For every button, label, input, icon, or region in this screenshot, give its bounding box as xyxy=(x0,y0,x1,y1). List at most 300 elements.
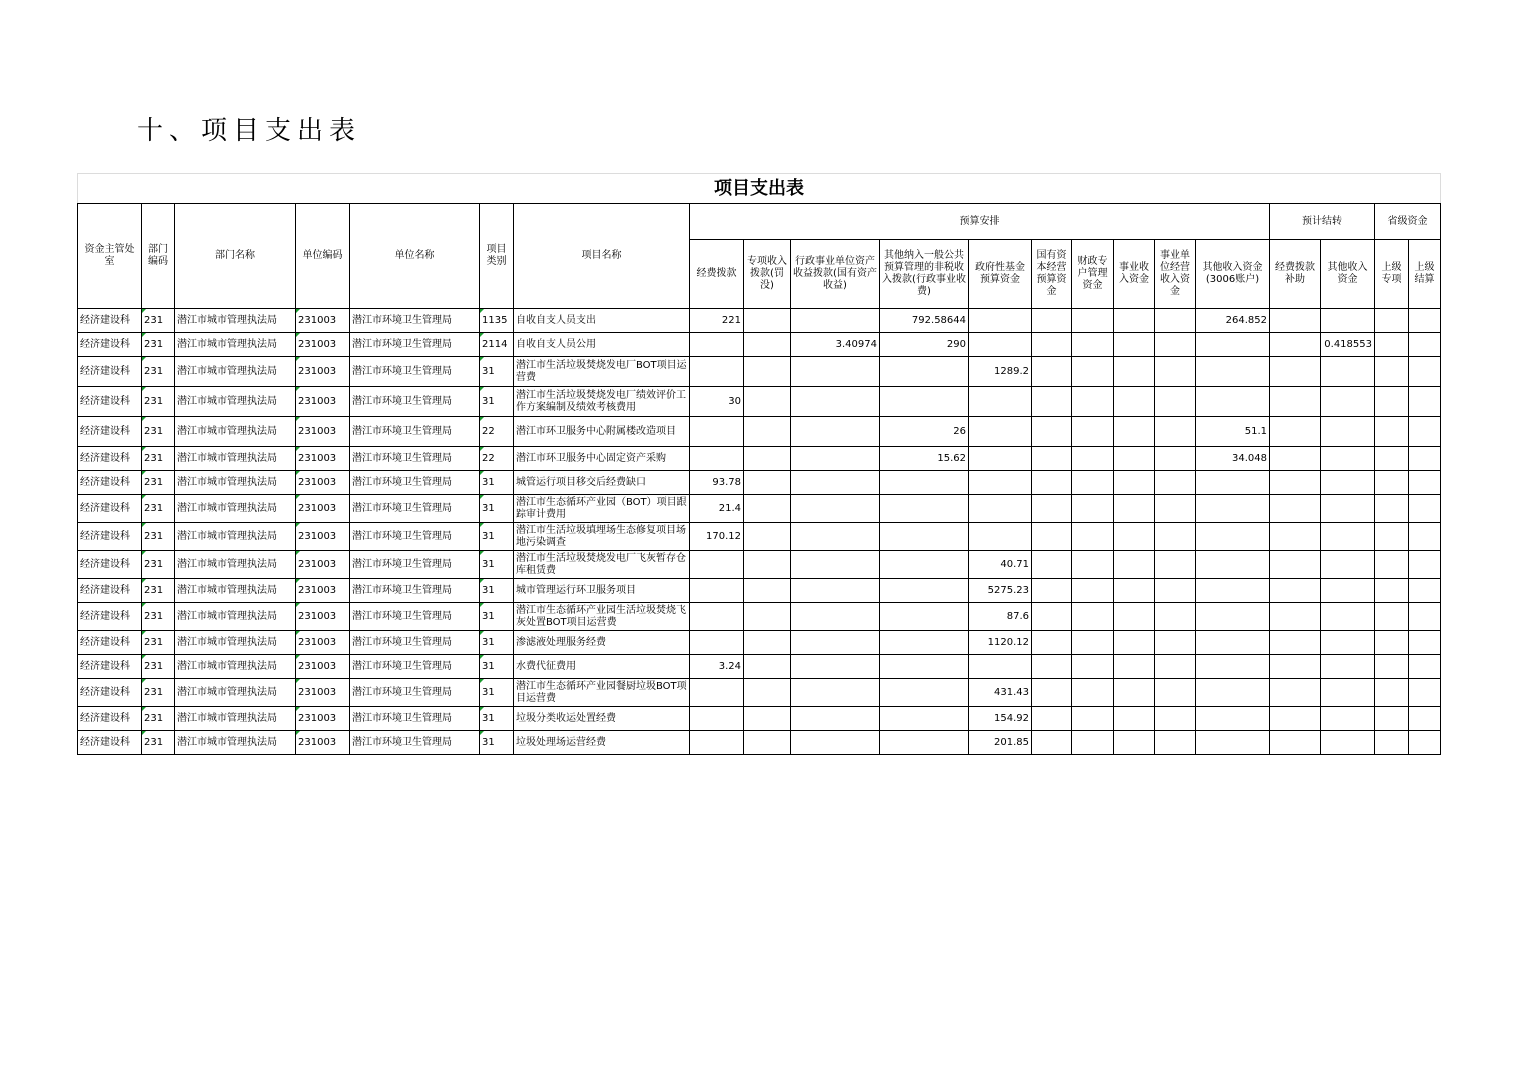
amount-cell xyxy=(1321,309,1375,333)
amount-cell xyxy=(1270,471,1321,495)
amount-cell xyxy=(744,551,791,579)
unit-name-cell: 潜江市环境卫生管理局 xyxy=(350,679,480,707)
table-row xyxy=(78,387,1441,417)
budget-col-header: 专项收入拨款(罚没) xyxy=(744,240,791,309)
amount-cell xyxy=(791,471,880,495)
table-row xyxy=(78,731,1441,755)
amount-cell xyxy=(880,655,969,679)
dept-code-cell: 231 xyxy=(142,523,175,551)
amount-cell xyxy=(791,579,880,603)
office-cell: 经济建设科 xyxy=(78,417,142,447)
amount-cell: 1120.12 xyxy=(969,631,1032,655)
amount-cell xyxy=(1375,551,1409,579)
amount-cell xyxy=(1375,387,1409,417)
amount-cell xyxy=(880,523,969,551)
office-cell: 经济建设科 xyxy=(78,523,142,551)
amount-cell xyxy=(1375,603,1409,631)
office-cell: 经济建设科 xyxy=(78,707,142,731)
budget-col-header: 政府性基金预算资金 xyxy=(969,240,1032,309)
amount-cell xyxy=(1114,631,1155,655)
amount-cell xyxy=(1196,387,1270,417)
amount-cell xyxy=(1196,655,1270,679)
amount-cell xyxy=(744,579,791,603)
unit-name-cell: 潜江市环境卫生管理局 xyxy=(350,309,480,333)
dept-code-cell: 231 xyxy=(142,309,175,333)
amount-cell xyxy=(1375,357,1409,387)
amount-cell: 1289.2 xyxy=(969,357,1032,387)
amount-cell xyxy=(1032,603,1072,631)
amount-cell xyxy=(690,603,744,631)
forecast-col-header: 其他收入资金 xyxy=(1321,240,1375,309)
amount-cell xyxy=(1072,655,1114,679)
amount-cell xyxy=(1155,309,1196,333)
unit-code-cell: 231003 xyxy=(296,603,350,631)
amount-cell xyxy=(1155,523,1196,551)
amount-cell xyxy=(1375,579,1409,603)
unit-code-cell: 231003 xyxy=(296,309,350,333)
project-name-cell: 潜江市生活垃圾填埋场生态修复项目场地污染调查 xyxy=(514,523,690,551)
unit-code-cell: 231003 xyxy=(296,631,350,655)
amount-cell xyxy=(1375,447,1409,471)
table-title: 项目支出表 xyxy=(77,173,1441,203)
amount-cell xyxy=(1072,731,1114,755)
dept-code-cell: 231 xyxy=(142,579,175,603)
amount-cell xyxy=(1270,551,1321,579)
dept-name-cell: 潜江市城市管理执法局 xyxy=(175,387,296,417)
amount-cell xyxy=(1409,387,1441,417)
unit-code-cell: 231003 xyxy=(296,357,350,387)
dept-name-cell: 潜江市城市管理执法局 xyxy=(175,655,296,679)
dept-name-cell: 潜江市城市管理执法局 xyxy=(175,603,296,631)
amount-cell: 21.4 xyxy=(690,495,744,523)
amount-cell xyxy=(1072,357,1114,387)
amount-cell xyxy=(744,707,791,731)
unit-code-cell: 231003 xyxy=(296,387,350,417)
amount-cell xyxy=(791,655,880,679)
amount-cell xyxy=(1155,333,1196,357)
project-expenditure-table xyxy=(77,173,1441,755)
amount-cell xyxy=(1032,333,1072,357)
office-cell: 经济建设科 xyxy=(78,471,142,495)
amount-cell xyxy=(1270,417,1321,447)
amount-cell xyxy=(1375,655,1409,679)
amount-cell: 26 xyxy=(880,417,969,447)
amount-cell xyxy=(690,579,744,603)
project-type-cell: 31 xyxy=(480,523,514,551)
amount-cell xyxy=(1270,655,1321,679)
amount-cell xyxy=(744,471,791,495)
office-cell: 经济建设科 xyxy=(78,603,142,631)
amount-cell: 170.12 xyxy=(690,523,744,551)
header-project-type: 项目类别 xyxy=(480,204,514,309)
dept-code-cell: 231 xyxy=(142,655,175,679)
amount-cell xyxy=(1375,309,1409,333)
amount-cell xyxy=(744,731,791,755)
amount-cell xyxy=(1196,523,1270,551)
amount-cell xyxy=(791,551,880,579)
project-type-cell: 31 xyxy=(480,471,514,495)
amount-cell xyxy=(791,417,880,447)
amount-cell xyxy=(1270,731,1321,755)
forecast-col-header: 经费拨款补助 xyxy=(1270,240,1321,309)
unit-name-cell: 潜江市环境卫生管理局 xyxy=(350,523,480,551)
amount-cell xyxy=(791,603,880,631)
amount-cell xyxy=(744,357,791,387)
amount-cell xyxy=(744,447,791,471)
unit-code-cell: 231003 xyxy=(296,333,350,357)
amount-cell xyxy=(880,579,969,603)
project-name-cell: 自收自支人员支出 xyxy=(514,309,690,333)
amount-cell: 93.78 xyxy=(690,471,744,495)
amount-cell xyxy=(1072,387,1114,417)
amount-cell xyxy=(969,333,1032,357)
header-group-forecast: 预计结转 xyxy=(1270,204,1375,240)
amount-cell xyxy=(1196,679,1270,707)
amount-cell xyxy=(1032,523,1072,551)
dept-code-cell: 231 xyxy=(142,357,175,387)
header-dept-code: 部门编码 xyxy=(142,204,175,309)
amount-cell xyxy=(791,309,880,333)
amount-cell: 792.58644 xyxy=(880,309,969,333)
amount-cell xyxy=(1072,447,1114,471)
amount-cell xyxy=(1409,447,1441,471)
amount-cell xyxy=(1321,471,1375,495)
amount-cell xyxy=(1270,603,1321,631)
office-cell: 经济建设科 xyxy=(78,551,142,579)
amount-cell xyxy=(1321,655,1375,679)
amount-cell xyxy=(1155,631,1196,655)
unit-code-cell: 231003 xyxy=(296,471,350,495)
amount-cell xyxy=(1196,357,1270,387)
table-row xyxy=(78,603,1441,631)
project-type-cell: 22 xyxy=(480,417,514,447)
unit-code-cell: 231003 xyxy=(296,495,350,523)
amount-cell xyxy=(1114,387,1155,417)
amount-cell xyxy=(1032,655,1072,679)
amount-cell xyxy=(969,447,1032,471)
amount-cell xyxy=(1321,551,1375,579)
amount-cell xyxy=(880,551,969,579)
amount-cell xyxy=(1072,631,1114,655)
amount-cell xyxy=(1032,707,1072,731)
office-cell: 经济建设科 xyxy=(78,333,142,357)
project-name-cell: 潜江市生活垃圾焚烧发电厂BOT项目运营费 xyxy=(514,357,690,387)
dept-code-cell: 231 xyxy=(142,679,175,707)
amount-cell xyxy=(1114,707,1155,731)
amount-cell xyxy=(791,679,880,707)
table-row xyxy=(78,333,1441,357)
amount-cell xyxy=(1072,579,1114,603)
amount-cell xyxy=(1155,447,1196,471)
budget-col-header: 国有资本经营预算资金 xyxy=(1032,240,1072,309)
amount-cell xyxy=(1409,357,1441,387)
amount-cell xyxy=(1072,309,1114,333)
amount-cell xyxy=(1196,631,1270,655)
unit-code-cell: 231003 xyxy=(296,417,350,447)
dept-code-cell: 231 xyxy=(142,731,175,755)
amount-cell xyxy=(1155,495,1196,523)
province-col-header: 上级专项 xyxy=(1375,240,1409,309)
amount-cell xyxy=(690,731,744,755)
amount-cell xyxy=(1072,707,1114,731)
table-row xyxy=(78,579,1441,603)
amount-cell xyxy=(744,655,791,679)
office-cell: 经济建设科 xyxy=(78,309,142,333)
amount-cell xyxy=(1409,731,1441,755)
amount-cell xyxy=(1032,471,1072,495)
office-cell: 经济建设科 xyxy=(78,495,142,523)
amount-cell xyxy=(1114,495,1155,523)
amount-cell xyxy=(1114,333,1155,357)
table-row xyxy=(78,495,1441,523)
table-row xyxy=(78,631,1441,655)
amount-cell xyxy=(1270,495,1321,523)
budget-col-header: 事业收入资金 xyxy=(1114,240,1155,309)
amount-cell xyxy=(1155,387,1196,417)
project-name-cell: 潜江市生态循环产业园生活垃圾焚烧飞灰处置BOT项目运营费 xyxy=(514,603,690,631)
amount-cell xyxy=(969,417,1032,447)
project-name-cell: 垃圾分类收运处置经费 xyxy=(514,707,690,731)
amount-cell xyxy=(1409,579,1441,603)
table-row xyxy=(78,707,1441,731)
project-type-cell: 31 xyxy=(480,357,514,387)
amount-cell xyxy=(880,631,969,655)
amount-cell xyxy=(1155,679,1196,707)
amount-cell xyxy=(1032,447,1072,471)
amount-cell xyxy=(1409,631,1441,655)
header-dept-name: 部门名称 xyxy=(175,204,296,309)
amount-cell xyxy=(744,631,791,655)
amount-cell xyxy=(1409,333,1441,357)
amount-cell xyxy=(1409,417,1441,447)
header-group-budget: 预算安排 xyxy=(690,204,1270,240)
project-type-cell: 31 xyxy=(480,731,514,755)
amount-cell xyxy=(1375,333,1409,357)
project-type-cell: 31 xyxy=(480,631,514,655)
amount-cell: 431.43 xyxy=(969,679,1032,707)
project-name-cell: 渗滤液处理服务经费 xyxy=(514,631,690,655)
amount-cell xyxy=(1409,679,1441,707)
amount-cell xyxy=(1114,551,1155,579)
amount-cell xyxy=(1375,707,1409,731)
header-unit-name: 单位名称 xyxy=(350,204,480,309)
amount-cell xyxy=(1409,707,1441,731)
project-type-cell: 31 xyxy=(480,603,514,631)
amount-cell: 40.71 xyxy=(969,551,1032,579)
dept-code-cell: 231 xyxy=(142,495,175,523)
budget-col-header: 经费拨款 xyxy=(690,240,744,309)
amount-cell xyxy=(1321,707,1375,731)
table-row xyxy=(78,551,1441,579)
amount-cell xyxy=(1321,523,1375,551)
amount-cell xyxy=(1155,731,1196,755)
unit-name-cell: 潜江市环境卫生管理局 xyxy=(350,471,480,495)
amount-cell xyxy=(744,417,791,447)
amount-cell xyxy=(1270,707,1321,731)
amount-cell xyxy=(1375,631,1409,655)
project-type-cell: 2114 xyxy=(480,333,514,357)
amount-cell xyxy=(791,495,880,523)
amount-cell xyxy=(1072,603,1114,631)
office-cell: 经济建设科 xyxy=(78,357,142,387)
unit-name-cell: 潜江市环境卫生管理局 xyxy=(350,551,480,579)
amount-cell xyxy=(1321,495,1375,523)
amount-cell xyxy=(1032,357,1072,387)
amount-cell xyxy=(744,309,791,333)
dept-code-cell: 231 xyxy=(142,447,175,471)
amount-cell xyxy=(1032,495,1072,523)
amount-cell xyxy=(1032,731,1072,755)
project-type-cell: 31 xyxy=(480,679,514,707)
budget-col-header: 其他纳入一般公共预算管理的非税收入拨款(行政事业收费) xyxy=(880,240,969,309)
office-cell: 经济建设科 xyxy=(78,731,142,755)
amount-cell xyxy=(744,333,791,357)
dept-code-cell: 231 xyxy=(142,387,175,417)
amount-cell xyxy=(791,731,880,755)
unit-code-cell: 231003 xyxy=(296,579,350,603)
amount-cell: 34.048 xyxy=(1196,447,1270,471)
table-row xyxy=(78,655,1441,679)
header-project-name: 项目名称 xyxy=(514,204,690,309)
amount-cell xyxy=(1114,523,1155,551)
unit-code-cell: 231003 xyxy=(296,707,350,731)
amount-cell: 154.92 xyxy=(969,707,1032,731)
budget-col-header: 财政专户管理资金 xyxy=(1072,240,1114,309)
office-cell: 经济建设科 xyxy=(78,631,142,655)
amount-cell xyxy=(1155,417,1196,447)
budget-col-header: 其他收入资金(3006账户) xyxy=(1196,240,1270,309)
amount-cell xyxy=(1196,471,1270,495)
amount-cell xyxy=(1196,731,1270,755)
amount-cell xyxy=(1196,333,1270,357)
amount-cell xyxy=(1409,471,1441,495)
project-name-cell: 自收自支人员公用 xyxy=(514,333,690,357)
amount-cell xyxy=(1321,679,1375,707)
table-row xyxy=(78,523,1441,551)
amount-cell: 5275.23 xyxy=(969,579,1032,603)
amount-cell xyxy=(1155,707,1196,731)
project-type-cell: 31 xyxy=(480,655,514,679)
amount-cell xyxy=(1196,603,1270,631)
amount-cell xyxy=(1270,631,1321,655)
amount-cell xyxy=(1321,387,1375,417)
office-cell: 经济建设科 xyxy=(78,655,142,679)
table-row xyxy=(78,471,1441,495)
amount-cell xyxy=(1375,495,1409,523)
amount-cell xyxy=(1375,679,1409,707)
dept-code-cell: 231 xyxy=(142,551,175,579)
amount-cell xyxy=(1270,309,1321,333)
amount-cell xyxy=(791,447,880,471)
amount-cell xyxy=(1375,471,1409,495)
unit-name-cell: 潜江市环境卫生管理局 xyxy=(350,655,480,679)
unit-code-cell: 231003 xyxy=(296,679,350,707)
amount-cell xyxy=(1409,523,1441,551)
province-col-header: 上级结算 xyxy=(1409,240,1441,309)
amount-cell xyxy=(1032,579,1072,603)
amount-cell: 0.418553 xyxy=(1321,333,1375,357)
amount-cell xyxy=(880,679,969,707)
dept-name-cell: 潜江市城市管理执法局 xyxy=(175,731,296,755)
amount-cell xyxy=(1032,551,1072,579)
amount-cell xyxy=(1321,579,1375,603)
table-row xyxy=(78,309,1441,333)
dept-name-cell: 潜江市城市管理执法局 xyxy=(175,631,296,655)
amount-cell: 264.852 xyxy=(1196,309,1270,333)
unit-code-cell: 231003 xyxy=(296,655,350,679)
amount-cell xyxy=(1072,679,1114,707)
amount-cell xyxy=(744,523,791,551)
dept-code-cell: 231 xyxy=(142,707,175,731)
amount-cell xyxy=(690,417,744,447)
dept-name-cell: 潜江市城市管理执法局 xyxy=(175,523,296,551)
dept-code-cell: 231 xyxy=(142,631,175,655)
amount-cell xyxy=(969,387,1032,417)
amount-cell xyxy=(880,495,969,523)
amount-cell xyxy=(791,631,880,655)
unit-name-cell: 潜江市环境卫生管理局 xyxy=(350,495,480,523)
page-heading: 十、项目支出表 xyxy=(137,116,362,146)
amount-cell xyxy=(1409,495,1441,523)
amount-cell xyxy=(1375,417,1409,447)
amount-cell xyxy=(1114,309,1155,333)
project-type-cell: 31 xyxy=(480,551,514,579)
project-name-cell: 城市管理运行环卫服务项目 xyxy=(514,579,690,603)
amount-cell xyxy=(1072,333,1114,357)
data-table xyxy=(77,203,1441,755)
project-type-cell: 31 xyxy=(480,387,514,417)
amount-cell xyxy=(1155,471,1196,495)
office-cell: 经济建设科 xyxy=(78,679,142,707)
amount-cell xyxy=(1032,309,1072,333)
amount-cell xyxy=(1375,731,1409,755)
amount-cell xyxy=(880,387,969,417)
office-cell: 经济建设科 xyxy=(78,579,142,603)
amount-cell xyxy=(1375,523,1409,551)
amount-cell xyxy=(744,679,791,707)
amount-cell xyxy=(1114,417,1155,447)
dept-name-cell: 潜江市城市管理执法局 xyxy=(175,447,296,471)
amount-cell xyxy=(1114,655,1155,679)
amount-cell xyxy=(1155,603,1196,631)
amount-cell xyxy=(880,603,969,631)
unit-name-cell: 潜江市环境卫生管理局 xyxy=(350,579,480,603)
amount-cell xyxy=(1072,495,1114,523)
unit-code-cell: 231003 xyxy=(296,731,350,755)
amount-cell xyxy=(1072,471,1114,495)
amount-cell: 3.24 xyxy=(690,655,744,679)
amount-cell xyxy=(1270,679,1321,707)
amount-cell xyxy=(690,333,744,357)
dept-code-cell: 231 xyxy=(142,417,175,447)
budget-col-header: 事业单位经营收入资金 xyxy=(1155,240,1196,309)
amount-cell xyxy=(1155,579,1196,603)
project-name-cell: 潜江市生活垃圾焚烧发电厂飞灰暂存仓库租赁费 xyxy=(514,551,690,579)
dept-code-cell: 231 xyxy=(142,603,175,631)
amount-cell: 201.85 xyxy=(969,731,1032,755)
office-cell: 经济建设科 xyxy=(78,387,142,417)
unit-name-cell: 潜江市环境卫生管理局 xyxy=(350,333,480,357)
amount-cell xyxy=(880,471,969,495)
table-row xyxy=(78,357,1441,387)
dept-name-cell: 潜江市城市管理执法局 xyxy=(175,495,296,523)
dept-name-cell: 潜江市城市管理执法局 xyxy=(175,417,296,447)
project-name-cell: 潜江市环卫服务中心附属楼改造项目 xyxy=(514,417,690,447)
amount-cell: 30 xyxy=(690,387,744,417)
unit-name-cell: 潜江市环境卫生管理局 xyxy=(350,417,480,447)
amount-cell xyxy=(1032,631,1072,655)
amount-cell xyxy=(969,471,1032,495)
